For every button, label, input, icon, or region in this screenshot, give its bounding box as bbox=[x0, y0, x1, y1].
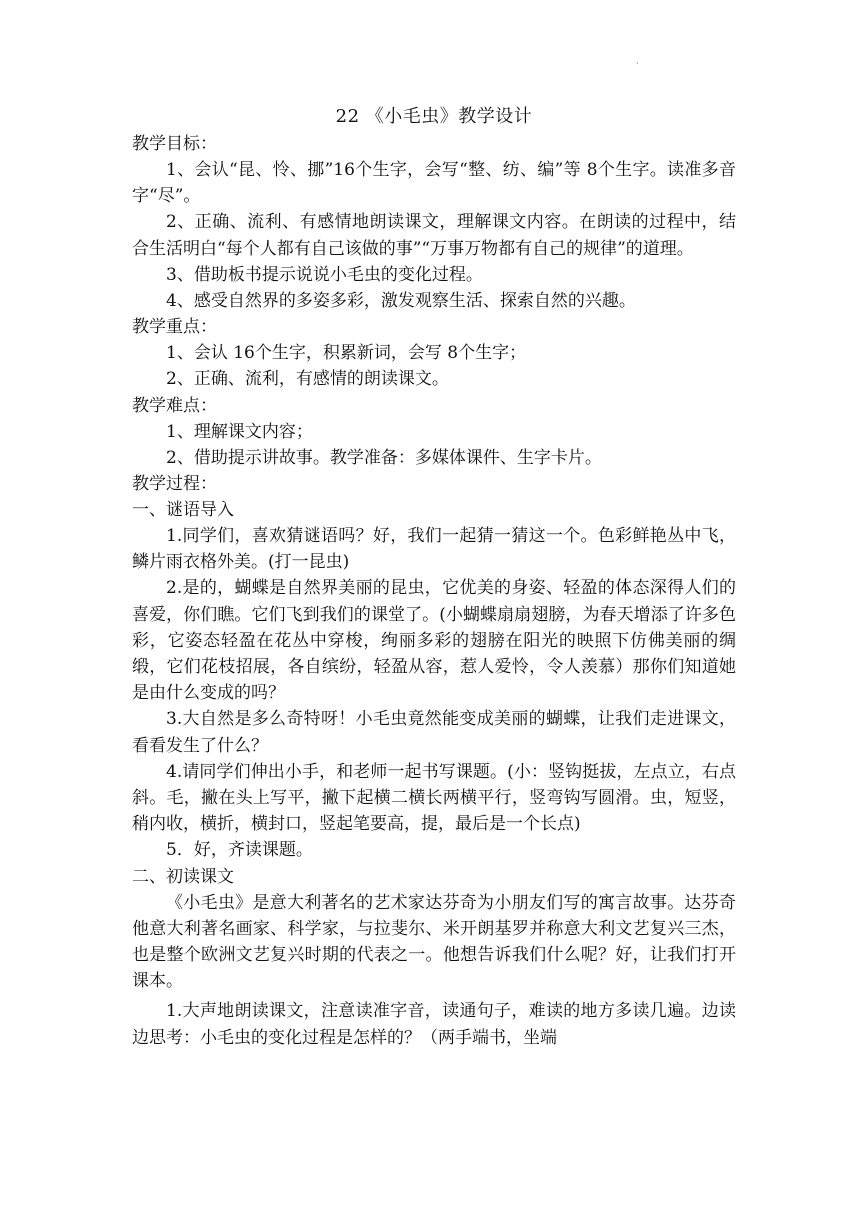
difficulty-item: 1、理解课文内容； bbox=[166, 421, 313, 442]
section1-item: 3.大自然是多么奇特呀！小毛虫竟然能变成美丽的蝴蝶，让我们走进课文，看看发生了什么？ bbox=[132, 709, 736, 756]
objective-item: 1、会认“昆、怜、挪”16个生字，会写“整、纺、编”等 8个生字。读准多音字“尽”。 bbox=[132, 160, 736, 207]
section1-item: 5．好，齐读课题。 bbox=[166, 840, 313, 861]
process-heading: 教学过程： bbox=[132, 474, 217, 495]
section2-item: 《小毛虫》是意大利著名的艺术家达芬奇为小朋友们写的寓言故事。达芬奇他意大利著名画家、科学家，与拉斐尔、米开朗基罗并称意大利文艺复兴三杰，也是整个欧洲文艺复兴时期的代表之一。他想告诉我们什么呢？好，让我们打开课本。 bbox=[132, 892, 736, 992]
section1-item: 4.请同学们伸出小手，和老师一起书写课题。(小：竖钩挺拔，左点立，右点斜。毛，撇在头上写平，撇下起横二横长两横平行，竖弯钩写圆滑。虫，短竖，稍内收，横折，横封口，竖起笔要高，提，最后是一个长点) bbox=[132, 761, 736, 835]
objective-item: 4、感受自然界的多姿多彩，激发观察生活、探索自然的兴趣。 bbox=[166, 291, 636, 312]
section-heading: 二、初读课文 bbox=[132, 866, 234, 887]
document-title: 22 《小毛虫》教学设计 bbox=[335, 106, 533, 127]
difficulties-heading: 教学难点： bbox=[132, 395, 217, 416]
objective-item: 3、借助板书提示说说小毛虫的变化过程。 bbox=[166, 264, 483, 285]
key-point-item: 2、正确、流利，有感情的朗读课文。 bbox=[166, 369, 449, 390]
section1-item: 1.同学们，喜欢猜谜语吗？好，我们一起猜一猜这一个。色彩鲜艳丛中飞，鳞片雨衣格外美。(打一昆虫) bbox=[132, 526, 736, 573]
key-points-heading: 教学重点： bbox=[132, 317, 217, 338]
section-heading: 一、谜语导入 bbox=[132, 500, 234, 521]
section1-item: 2.是的，蝴蝶是自然界美丽的昆虫，它优美的身姿、轻盈的体态深得人们的喜爱，你们瞧。它们飞到我们的课堂了。(小蝴蝶扇扇翅膀，为春天增添了许多色彩，它姿态轻盈在花丛中穿梭，绚丽多彩的翅膀在阳光的映照下仿佛美丽的绸缎，它们花枝招展，各自缤纷，轻盈从容，惹人爱怜，令人羡慕）那你们知道她是由什么变成的吗？ bbox=[132, 578, 736, 704]
key-point-item: 1、会认 16个生字，积累新词，会写 8个生字； bbox=[166, 343, 527, 364]
difficulty-item: 2、借助提示讲故事。教学准备：多媒体课件、生字卡片。 bbox=[166, 447, 602, 468]
section2-item: 1.大声地朗读课文，注意读准字音，读通句子，难读的地方多读几遍。边读边思考：小毛虫的变化过程是怎样的？（两手端书，坐端 bbox=[132, 1001, 736, 1048]
corner-mark: · bbox=[636, 59, 639, 68]
document-body bbox=[132, 104, 736, 1051]
objective-item: 2、正确、流利、有感情地朗读课文，理解课文内容。在朗读的过程中，结合生活明白“每个人都有自己该做的事”“万事万物都有自己的规律”的道理。 bbox=[132, 212, 736, 259]
objectives-heading: 教学目标： bbox=[132, 134, 217, 154]
